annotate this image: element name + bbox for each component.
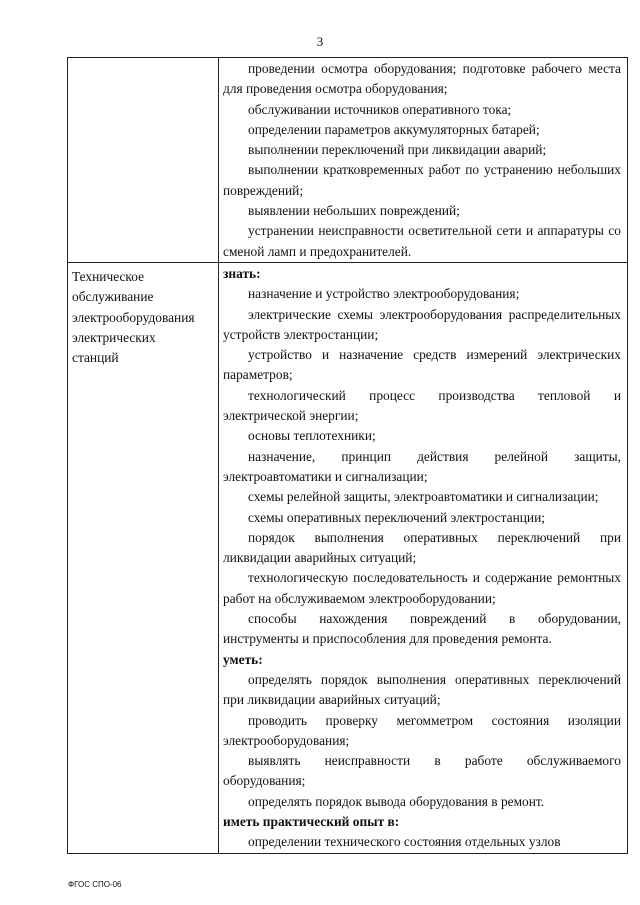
list-item: обслуживании источников оперативного тока; [248,101,512,117]
list-item: проведении осмотра оборудования; подготовке рабочего места для проведения осмотра оборудования; [223,61,621,97]
list-item: электрические схемы электрооборудования распределительных устройств электростанции; [223,306,621,342]
list-item: определении параметров аккумуляторных батарей; [248,121,540,137]
able-heading: уметь: [223,651,263,667]
list-item: способы нахождения повреждений в оборудовании, инструменты и приспособления для проведения ремонта. [223,611,621,647]
list-item: выполнении кратковременных работ по устранению небольших повреждений; [223,162,621,198]
table-row [68,58,628,263]
list-item: определять порядок выполнения оперативных переключений при ликвидации аварийных ситуаций; [223,671,621,708]
table-cell-area [68,58,219,263]
list-item: выявлять неисправности в работе обслуживаемого оборудования; [223,753,621,789]
list-item: устройство и назначение средств измерений электрических параметров; [223,347,621,383]
list-item: технологический процесс производства тепловой и электрической энергии; [223,387,621,424]
experience-heading: иметь практический опыт в: [223,813,400,829]
list-item: порядок выполнения оперативных переключений при ликвидации аварийных ситуаций; [223,529,621,566]
table-cell-area [68,262,219,853]
list-item: определять порядок вывода оборудования в ремонт. [248,793,545,809]
list-item: схемы релейной защиты, электроавтоматики и сигнализации; [248,489,599,505]
list-item: схемы оперативных переключений электростанции; [248,509,545,525]
area-name: Техническое обслуживание электрооборудования электрических станций [72,268,195,366]
footer-code: ФГОС СПО-06 [68,880,122,889]
list-item: назначение, принцип действия релейной защиты, электроавтоматики и сигнализации; [223,448,621,484]
page-number: 3 [316,34,324,49]
list-item: определении технического состояния отдельных узлов [248,834,561,850]
know-heading: знать: [223,265,261,281]
list-item: выявлении небольших повреждений; [248,203,460,219]
table-cell-requirements [219,262,628,853]
table-cell-requirements [219,58,628,263]
table-row [68,262,628,853]
competency-table [67,57,628,854]
list-item: проводить проверку мегомметром состояния изоляции электрооборудования; [223,712,621,748]
list-item: технологическую последовательность и содержание ремонтных работ на обслуживаемом электрооборудовании; [223,570,621,606]
list-item: устранении неисправности осветительной сети и аппаратуры со сменой ламп и предохранителей. [223,223,621,259]
list-item: основы теплотехники; [248,428,376,444]
area-name [68,58,218,62]
list-item: выполнении переключений при ликвидации аварий; [248,142,547,158]
list-item: назначение и устройство электрооборудования; [248,286,520,302]
